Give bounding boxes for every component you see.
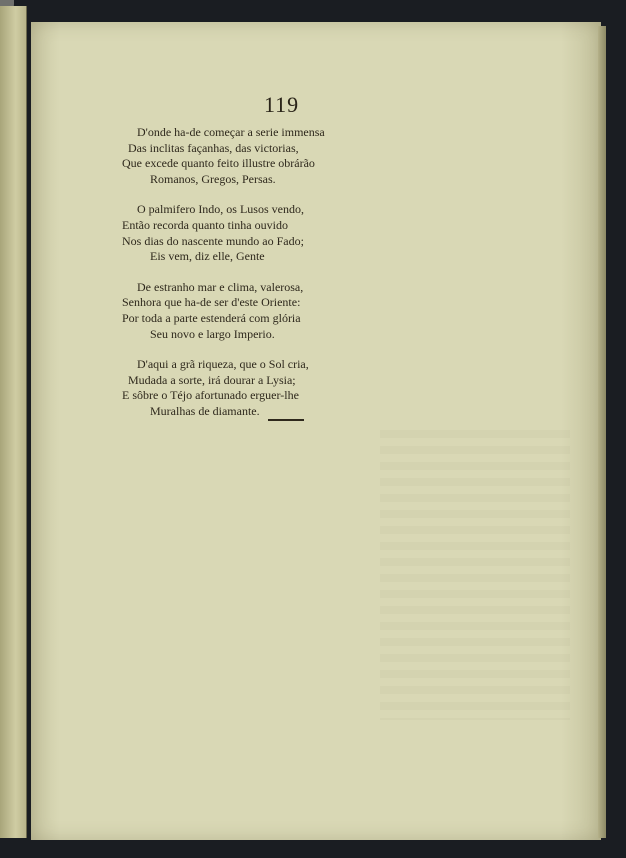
verse-line: Muralhas de diamante. <box>150 403 260 418</box>
facing-page-edge <box>0 6 27 838</box>
verse-line: De estranho mar e clima, valerosa, <box>137 279 304 294</box>
verse-line: Por toda a parte estenderá com glória <box>122 310 301 325</box>
verse-line: Eis vem, diz elle, Gente <box>150 249 265 264</box>
verse-line: E sôbre o Téjo afortunado erguer-lhe <box>122 388 299 403</box>
verse-line: O palmifero Indo, os Lusos vendo, <box>137 202 304 217</box>
verse-line: Das inclitas façanhas, das victorias, <box>128 140 299 155</box>
verse-line: D'onde ha-de começar a serie immensa <box>137 125 325 139</box>
page-number: 119 <box>264 92 300 117</box>
stanza <box>120 280 380 342</box>
page-stack-edge <box>598 26 606 838</box>
verse-line: Romanos, Gregos, Persas. <box>150 171 276 186</box>
section-rule <box>268 419 304 421</box>
stanza <box>120 357 380 419</box>
verse-line: D'aqui a grã riqueza, que o Sol cria, <box>137 357 309 372</box>
verse-line: Nos dias do nascente mundo ao Fado; <box>122 233 304 248</box>
verse-line: Então recorda quanto tinha ouvido <box>122 217 288 232</box>
verse-line: Que excede quanto feito illustre obrárão <box>122 156 315 171</box>
stanza <box>120 125 380 187</box>
verse-line: Seu novo e largo Imperio. <box>150 326 275 341</box>
show-through-text <box>380 430 570 720</box>
stanza <box>120 202 380 264</box>
verse-line: Mudada a sorte, irá dourar a Lysia; <box>128 372 296 387</box>
verse-line: Senhora que ha-de ser d'este Oriente: <box>122 295 301 310</box>
poem <box>120 125 380 435</box>
